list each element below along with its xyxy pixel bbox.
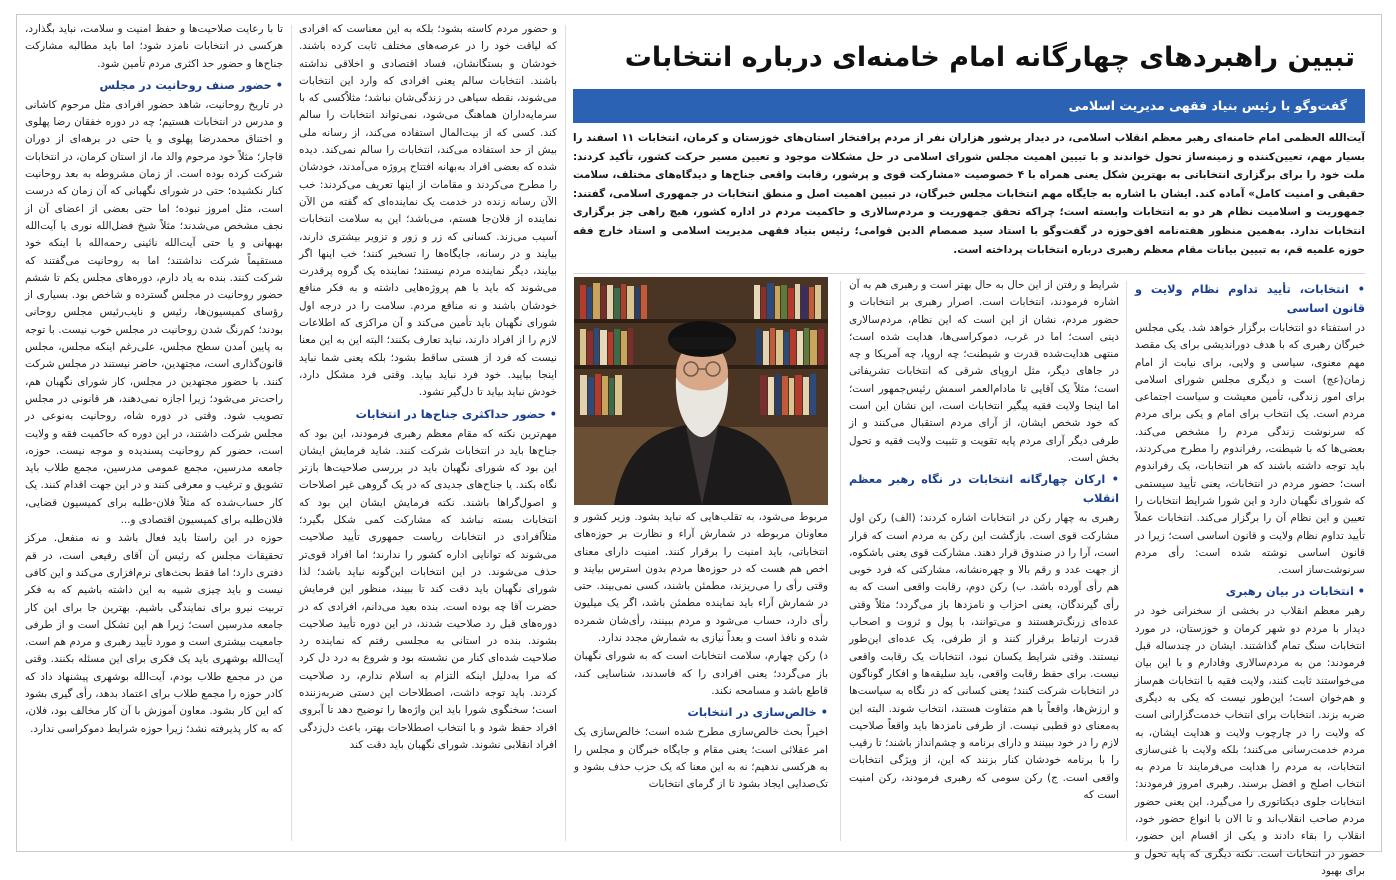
column-rule-c (565, 25, 566, 841)
column-d (299, 21, 557, 845)
col-e-paragraph-3: حوزه در این راستا باید فعال باشد و نه منفعل. مرکز تحقیقات مجلس که رئیس آن آقای رفیعی است، در قم دفتری دارد؛ اما فقط بحث‌های نرم‌افزاری می‌کند و این کافی نیست و باید چیزی شبیه به این داشته باشیم که به فکر تربیت نیرو برای نمایندگی باشیم. بهترین جا برای این کار جامعه مدرسین است؛ زیرا هم این تشکل است و از طرفی جامعیت بیشتری است و مورد تأیید رهبری و مردم هم است. آیت‌الله بوشهری باید یک فکری برای این مسئله بکنند. وقتی من در مجمع طلاب بودم، آیت‌الله بوشهری پیشنهاد داد که کادر حوزه را مجمع طلاب برای اعتماد بدهد، رأی گیری بشود که این کار بشود. معاون آموزش با آن کار مخالف بود، فلان، که به کار پذیرفته نشد؛ زیرا حوزه شرایط دموکراسی ندارد. (25, 532, 283, 735)
photo-portrait-icon (574, 277, 828, 505)
article-lead: آیت‌الله العظمی امام خامنه‌ای رهبر معظم انقلاب اسلامی، در دیدار پرشور هزاران نفر از مردم پرافتخار استان‌های خوزستان و کرمان، انتخابات ۱۱ اسفند را بسیار مهم، تعیین‌کننده و زمینه‌ساز تحول خواندند و با تبیین اهمیت مجلس شورای اسلامی در حل مشکلات موجود و تعیین مسیر حرکت کشور، تأکید کردند: ملت خود را برای برگزاری انتخاباتی به بهترین شکل یعنی همراه با ۴ خصوصیت «مشارکت قوی و پرشور، رقابت واقعی جناح‌ها و دیدگاه‌های مختلف، سلامت حقیقی و امنیت کامل» آماده کند. ایشان با اشاره به جایگاه مهم انتخابات مجلس خبرگان، در تبیین اهمیت اصل و منطق انتخابات در جمهوری اسلامی، گفتند: جمهوریت و اسلامیت نظام هر دو به انتخابات وابسته است؛ چراکه تحقق جمهوریت و مردم‌سالاری و حاکمیت مردم در اداره کشور، هیچ راهی جز برگزاری انتخابات ندارد. به‌همین منظور هفته‌نامه افق‌حوزه در گفت‌وگو با استاد سید صمصام الدین قوامی؛ رئیس بنیاد فقهی مدیریت اسلامی و استاد خارج فقه حوزه علمیه قم، به تبیین بیانات مقام معظم رهبری درباره انتخابات پرداخته است. (573, 132, 1365, 256)
col-e-subhead-1: • حضور صنف روحانیت در مجلس (99, 78, 283, 92)
col-c-subhead-1: • خالص‌سازی در انتخابات (687, 706, 828, 720)
subtitle-banner (573, 89, 1365, 123)
col-a-subhead-1: • انتخابات، تأیید تداوم نظام ولایت و قانون اساسی (1135, 283, 1365, 315)
col-c-paragraph-1: مربوط می‌شود، به تقلب‌هایی که نباید بشود. وزیر کشور و معاونان مربوطه در شمارش آراء و نظارت بر حوزه‌های انتخاباتی، باید امنیت را برقرار کنند. امنیت دارای معنای اخص هم هست که در حوزه‌ها مردم بدون استرس بیایند و وقتی رأی را می‌ریزند، مطمئن باشند، کسی نمی‌بیند. حتی در شمارش آراء باید نماینده مطمئن باشد، اگر یک میلیون رأی دارد، حساب می‌شود و مردم ببینند، رأی‌شان شمرده شده و نافذ است و بعداً نیازی به شمارش مجدد ندارد. (574, 511, 828, 645)
col-a-subhead-2: • انتخابات در بیان رهبری (1225, 585, 1365, 599)
col-e-paragraph-1: تا با رعایت صلاحیت‌ها و حفظ امنیت و سلامت، نباید بگذارد، هرکسی در انتخابات نامزد شود؛ اما باید مطالبه مشارکت جناح‌ها و حضور حد اکثری مردم تأمین شود. (25, 23, 283, 70)
col-e-paragraph-2: در تاریخ روحانیت، شاهد حضور افرادی مثل مرحوم کاشانی و مدرس در انتخابات هستیم؛ چه در دوره خفقان رضا پهلوی و اختناق محمدرضا پهلوی و یا حتی در برهه‌ای از دوران قاجار؛ مثلاً خود مرحوم والد ما، از استان کرمان، در انتخابات شرکت کرده بوده است. از زمان مشروطه به بعد روحانیت کنار نکشیده؛ حتی در شورای نگهبانی که آن زمان که درست است، مثل امروز نبوده؛ اما حتی بعضی از اعضای آن از نجف مشخص می‌شدند؛ مثلاً شیخ فضل‌الله نوری یا آیت‌الله بهبهانی و یا حتی آیت‌الله نائینی رحمه‌الله با اینکه خود مستقیماً شرکت نداشتند؛ اما به روحانیت می‌گفتند که شرکت کنند. بنده به یاد دارم، دوره‌های مجلس یکم تا ششم حضور روحانیت در مجلس گسترده و شاخص بود. بسیاری از رؤسای کمیسیون‌ها، رئیس و نایب‌رئیس مجلس روحانی بودند؛ کم‌رنگ شدن روحانیت در مجلس خوب نیست. با توجه به پایین آمدن سطح مجلس، علی‌رغم اینکه مجلس، مجلس قانون‌گذاری است، مجتهدین، حاضر نیستند در مجلس شرکت کنند. با حضور مجتهدین در مجلس، کار شورای نگهبان هم، راحت‌تر می‌شود؛ زیرا اجازه نمی‌دهند، هر قانونی در مجلس تصویب شود. وقتی در دوره شاه، روحانیت به‌نوعی در مجلس شرکت داشتند، در این دوره که حاکمیت فقه و ولایت است، حضور کم روحانیت پسندیده و موجه نیست. حوزه، جامعه مدرسین، مجمع عمومی مدرسین، مجمع طلاب باید تشویق و ترغیب و معرفی کنند و در این جهت اقدام کنند. یک کار حساب‌شده که مثلاً فلان-طلبه برای کمیسیون قضایی، فلان‌طلبه برای کمیسیون اقتصادی و... (25, 98, 283, 527)
col-b-paragraph-1: شرایط و رفتن از این حال به حال بهتر است و رهبری هم به آن اشاره فرمودند، انتخابات است. اصرار رهبری بر انتخابات و حضور مردم، نشان از این است که این نظام، مردم‌سالاری دینی است؛ اما در غرب، دموکراسی‌ها، هدایت شده است؛ منتهی هدایت‌شده قدرت و شیطنت؛ چه اروپا، چه آمریکا و چه در جاهای دیگر، مثل اروپای شرقی که انتخابات تشریفاتی است؛ مثلاً یک آقایی تا مادام‌العمر اسمش رئیس‌جمهور است؛ اما اینجا ولایت فقیه پیگیر انتخابات است، این نشان این است که خود شخص ایشان، از آرای مردم استقبال می‌کنند و از طرفی دیگر آرای مردم پایه تقویت و تثبیت ولایت فقیه و تحول بخش است. (849, 279, 1119, 464)
column-rule-b (840, 281, 841, 841)
col-c-paragraph-3: اخیراً بحث خالص‌سازی مطرح شده است؛ خالص‌سازی یک امر عقلائی است؛ یعنی مقام و جایگاه خبرگان و مجلس را به هرکسی ندهیم؛ نه به این معنا که یک حزب حذف بشود و تک‌صدایی ایجاد بشود تا از گرمای انتخابات (574, 726, 828, 791)
col-d-subhead-1: • حضور حداکثری جناح‌ها در انتخابات (355, 407, 557, 421)
newspaper-page (16, 14, 1382, 877)
article-subtitle: گفت‌وگو با رئیس بنیاد فقهی مدیریت اسلامی (1068, 98, 1347, 113)
portrait-photo (574, 277, 828, 505)
article-title: تبیین راهبردهای چهارگانه امام خامنه‌ای درباره انتخابات (624, 42, 1355, 73)
lead-divider (573, 273, 1365, 274)
column-rule-a (1126, 281, 1127, 841)
col-a-paragraph-2: رهبر معظم انقلاب در بخشی از سخنرانی خود در دیدار با مردم دو شهر کرمان و خوزستان، در مورد انتخابات سنگ تمام گذاشتند. ایشان در چندساله قبل فرمودند: من به مردم‌سالاری وفادارم و با این بیان می‌خواستند ثابت کنند، ولایت فقیه با انتخابات هم‌ساز و هم‌خوان است؛ این‌طور نیست که یکی به دیگری ضربه بزند. انتخابات برای انتخاب خدمت‌گزارانی است که ولایت را در چارچوب ولایت و هدایت ایشان، به مردم خدمت‌رسانی می‌کنند؛ بلکه ولایت با غنی‌سازی انتخابات، به مردم را هدایت می‌فرمایند تا مردم به انتخاب اصلح و افضل برسند. رهبری امروز فرمودند: انتخابات جلوی دیکتاتوری را می‌گیرد. این یعنی حضور مردم صاحب انقلاب‌اند و تا الان با انواع حضور خود، انقلاب را بقاء دادند و یکی از اقسام این حضور، حضور در انتخابات است. نکته دیگری که پایه تحول و برای بهبود (1135, 605, 1365, 877)
column-b (849, 277, 1119, 845)
column-e (25, 21, 283, 845)
col-c-paragraph-2: د) رکن چهارم، سلامت انتخابات است که به شورای نگهبان باز می‌گردد؛ یعنی افرادی را که فاسدند، شناسایی کند، قاطع باشد و مسامحه نکند. (574, 650, 828, 697)
col-d-paragraph-1: و حضور مردم کاسته بشود؛ بلکه به این معناست که افرادی که لیاقت خود را در عرصه‌های مختلف ثابت کرده باشند. خودشان و بستگانشان، فساد اقتصادی و اخلاقی نداشته باشند. انتخابات سالم یعنی افرادی که وارد این انتخابات می‌شوند، نقطه سیاهی در زندگی‌شان نباشد؛ مثلاًکسی که با سرمایه‌داران هماهنگ می‌شود، نمی‌تواند انتخابات را سالم کند. کسی که از بیت‌المال استفاده می‌کند، از رسانه ملی بیش از حد استفاده می‌کند، انتخابات را سالم نمی‌کند. دیده شده که بعضی افراد به‌بهانه افتتاح پروژه می‌آمدند، خودشان را مطرح می‌کردند و مقامات از اینها تعریف می‌کردند: خب الآن رسانه زنده در خدمت یک نماینده‌ای که گفته من الآن نماینده از فلان‌جا هستم، می‌باشد؛ این به سلامت انتخابات آسیب می‌زند. کسانی که زر و زور و تزویر بیشتری دارند، بیایند و در رسانه، جایگاه‌ها را تسخیر کنند؛ خب اینها اگر بیایند، دیگر نماینده مردم نیستند؛ نماینده یک گروه پرقدرت می‌شوند که باید با هم پروژه‌هایی داشته و به فکر منافع خودشان باشند و نه منافع مردم. سلامت را در درجه اول شورای نگهبان باید تأمین می‌کند و آن مراکزی که اطلاعات لازم را از افراد دارند، نباید تعارف بکنند؛ البته این به این معنا نیست که فرد از هستی ساقط بشود؛ بلکه یعنی شما نباید اینجا بیایید. خود فرد نباید بیاید. وقتی فرد مشکل دارد، خودش نباید بیاید تا دل‌گیر نشود. (299, 23, 557, 399)
col-d-paragraph-2: مهم‌ترین نکته که مقام معظم رهبری فرمودند، این بود که جناح‌ها باید در انتخابات شرکت کنند. شاید فرمایش ایشان این بود که شورای نگهبان باید در بررسی صلاحیت‌ها بازتر نگاه بکند. یا جناح‌های جدیدی که در یک گروهی غیر اصلاحات و اصول‌گراها باشند. نکته فرمایش ایشان این بود که انتخابات بسته نباشد که مشارکت کمی شکل بگیرد؛ مثلاًافرادی در انتخابات ریاست جمهوری تأیید صلاحیت می‌شوند که توانایی اداره کشور را ندارند؛ اما افراد قوی‌تر حذف می‌شوند. در این انتخابات این‌گونه نباید باشد؛ لذا شورای نگهبان باید دقت کند تا ببیند، منظور این فرمایش حضرت آقا چه بوده است. بنده بعید می‌دانم، افرادی که در دوره‌های قبل رد صلاحیت شدند، در این دوره تأیید صلاحیت بشوند. بنده در استانی به مجلسی رفتم که نماینده رد صلاحیت شده‌ای کنار من نشسته بود و شروع به درد دل کرد که مرا به‌دلیل اینکه التزام به اسلام ندارم، رد صلاحیت کردند. باید توجه داشت، اصطلاحات این دستی ضربه‌زننده است؛ سخنگوی شورا باید این واژه‌ها را توضیح دهد تا آبروی افراد حفظ شود و با انتخاب اصطلاحات بهتر، باعث دل‌زدگی افراد انقلابی نشوند. شورای نگهبان باید دقت کند (299, 427, 557, 751)
col-b-subhead-1: • ارکان چهارگانه انتخابات در نگاه رهبر معظم انقلاب (849, 473, 1119, 506)
column-a (1135, 277, 1365, 877)
column-rule-d (291, 25, 292, 841)
column-c (574, 509, 828, 845)
col-b-paragraph-2: رهبری به چهار رکن در انتخابات اشاره کردند: (الف) رکن اول مشارکت قوی است. بازگشت این رکن به مردم است که قرار است، آرا را در صندوق قرار دهند. مشارکت قوی یعنی باشکوه، از جهت عدد و رقم بالا و چهره‌نشانه، مشارکتی که فرد خوبی هم رأی آورده باشد. ب) رکن دوم، رقابت واقعی است که به رأی گیرندگان، یعنی احزاب و نامزدها باز می‌گردد؛ مثلاً وقتی عده‌ای زرنگ‌ترهستند و می‌توانند، با پول و ثروت و اصحاب قدرت ارتباط برقرار کنند و از طرفی، یک عده‌ای این‌طور نیستند. وقتی شرایط یکسان نبود، انتخابات یک رقابت واقعی نیست. برای حفظ رقابت واقعی، باید سلیقه‌ها و افکار گوناگون در انتخابات شرکت کنند؛ یعنی کسانی که در نگاه به سیاست‌ها و ارزش‌ها، واقعاً با هم متفاوت هستند، انتخاب شوند. البته این به‌معنای دو قطبی نیست. از طرفی نامزدها باید واقعاً صلاحیت لازم را در خود ببینند و دارای برنامه و چشم‌انداز باشند؛ تا رقیب را با برنامه خودشان کنار بزنند که این، از ویژگی انتخابات واقعی است. ج) رکن سومی که رهبری فرمودند، رکن امنیت است که (849, 512, 1119, 802)
col-a-paragraph-1: در استفتاء دو انتخابات برگزار خواهد شد. یکی مجلس خبرگان رهبری که با هدف دوراندیشی برای یک مقصد مهم معنوی، سیاسی و ولایی، برای نیابت از امام زمان(عج) است و دیگری مجلس شورای اسلامی برای امور زندگی، تأمین معیشت و سیاست اجتماعی مردم است. یک انتخاب برای امام و یکی برای مردم که سرنوشت زندگی مردم را مشخص می‌کند. بعضی‌ها که با شیطنت، رفراندوم را مطرح می‌کردند، باید توجه داشته باشند که هر انتخابات، یک رفراندوم است؛ حضور مردم در انتخابات، یعنی تأیید سیستمی که شورای نگهبان دارد و این شورا شرایط انتخابات را تعیین و این نظام آن را برگزار می‌کند. انتخابات عملاً تأیید تداوم نظام ولایت و قانون اساسی است؛ زیرا در قانون اساسی نوشته شده است: رأی مردم سرنوشت‌ساز است. (1135, 322, 1365, 577)
